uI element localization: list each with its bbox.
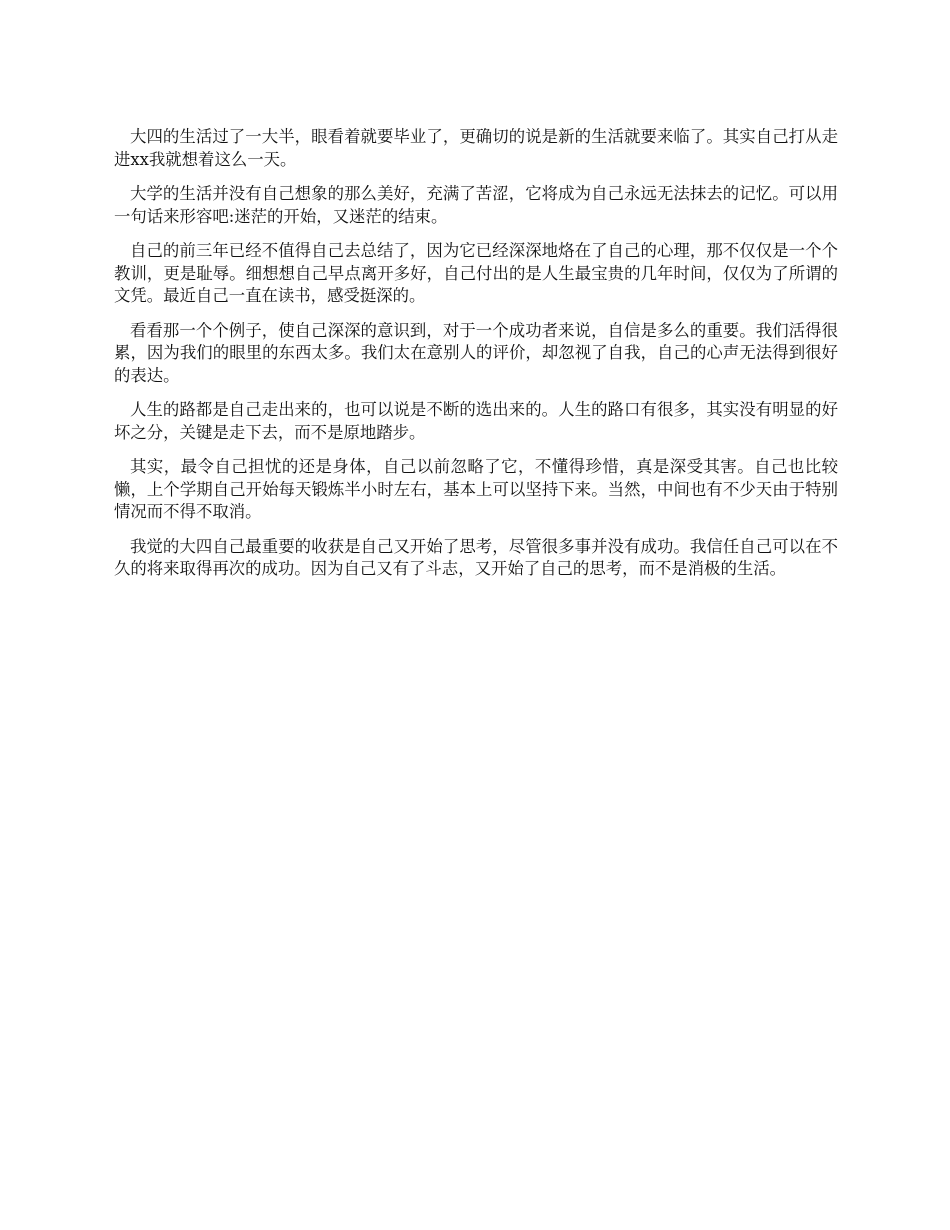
paragraph-6: 其实，最令自己担忧的还是身体，自己以前忽略了它，不懂得珍惜，真是深受其害。自己也比较懒，上个学期自己开始每天锻炼半小时左右，基本上可以坚持下来。当然，中间也有不少天由于特别情况而不得不取消。	[114, 457, 838, 521]
document-body	[114, 126, 838, 593]
paragraph-4: 看看那一个个例子，使自己深深的意识到，对于一个成功者来说，自信是多么的重要。我们活得很累，因为我们的眼里的东西太多。我们太在意别人的评价，却忽视了自我，自己的心声无法得到很好的表达。	[114, 320, 838, 385]
paragraph-5: 人生的路都是自己走出来的，也可以说是不断的选出来的。人生的路口有很多，其实没有明显的好坏之分，关键是走下去，而不是原地踏步。	[114, 400, 838, 442]
paragraph-7: 我觉的大四自己最重要的收获是自己又开始了思考，尽管很多事并没有成功。我信任自己可以在不久的将来取得再次的成功。因为自己又有了斗志，又开始了自己的思考，而不是消极的生活。	[114, 536, 838, 578]
paragraph-3: 自己的前三年已经不值得自己去总结了，因为它已经深深地烙在了自己的心理，那不仅仅是一个个教训，更是耻辱。细想想自己早点离开多好，自己付出的是人生最宝贵的几年时间，仅仅为了所谓的文凭。最近自己一直在读书，感受挺深的。	[114, 241, 838, 305]
paragraph-1: 大四的生活过了一大半，眼看着就要毕业了，更确切的说是新的生活就要来临了。其实自己打从走进xx我就想着这么一天。	[114, 127, 838, 169]
paragraph-2: 大学的生活并没有自己想象的那么美好，充满了苦涩，它将成为自己永远无法抹去的记忆。可以用一句话来形容吧:迷茫的开始，又迷茫的结束。	[114, 184, 838, 226]
